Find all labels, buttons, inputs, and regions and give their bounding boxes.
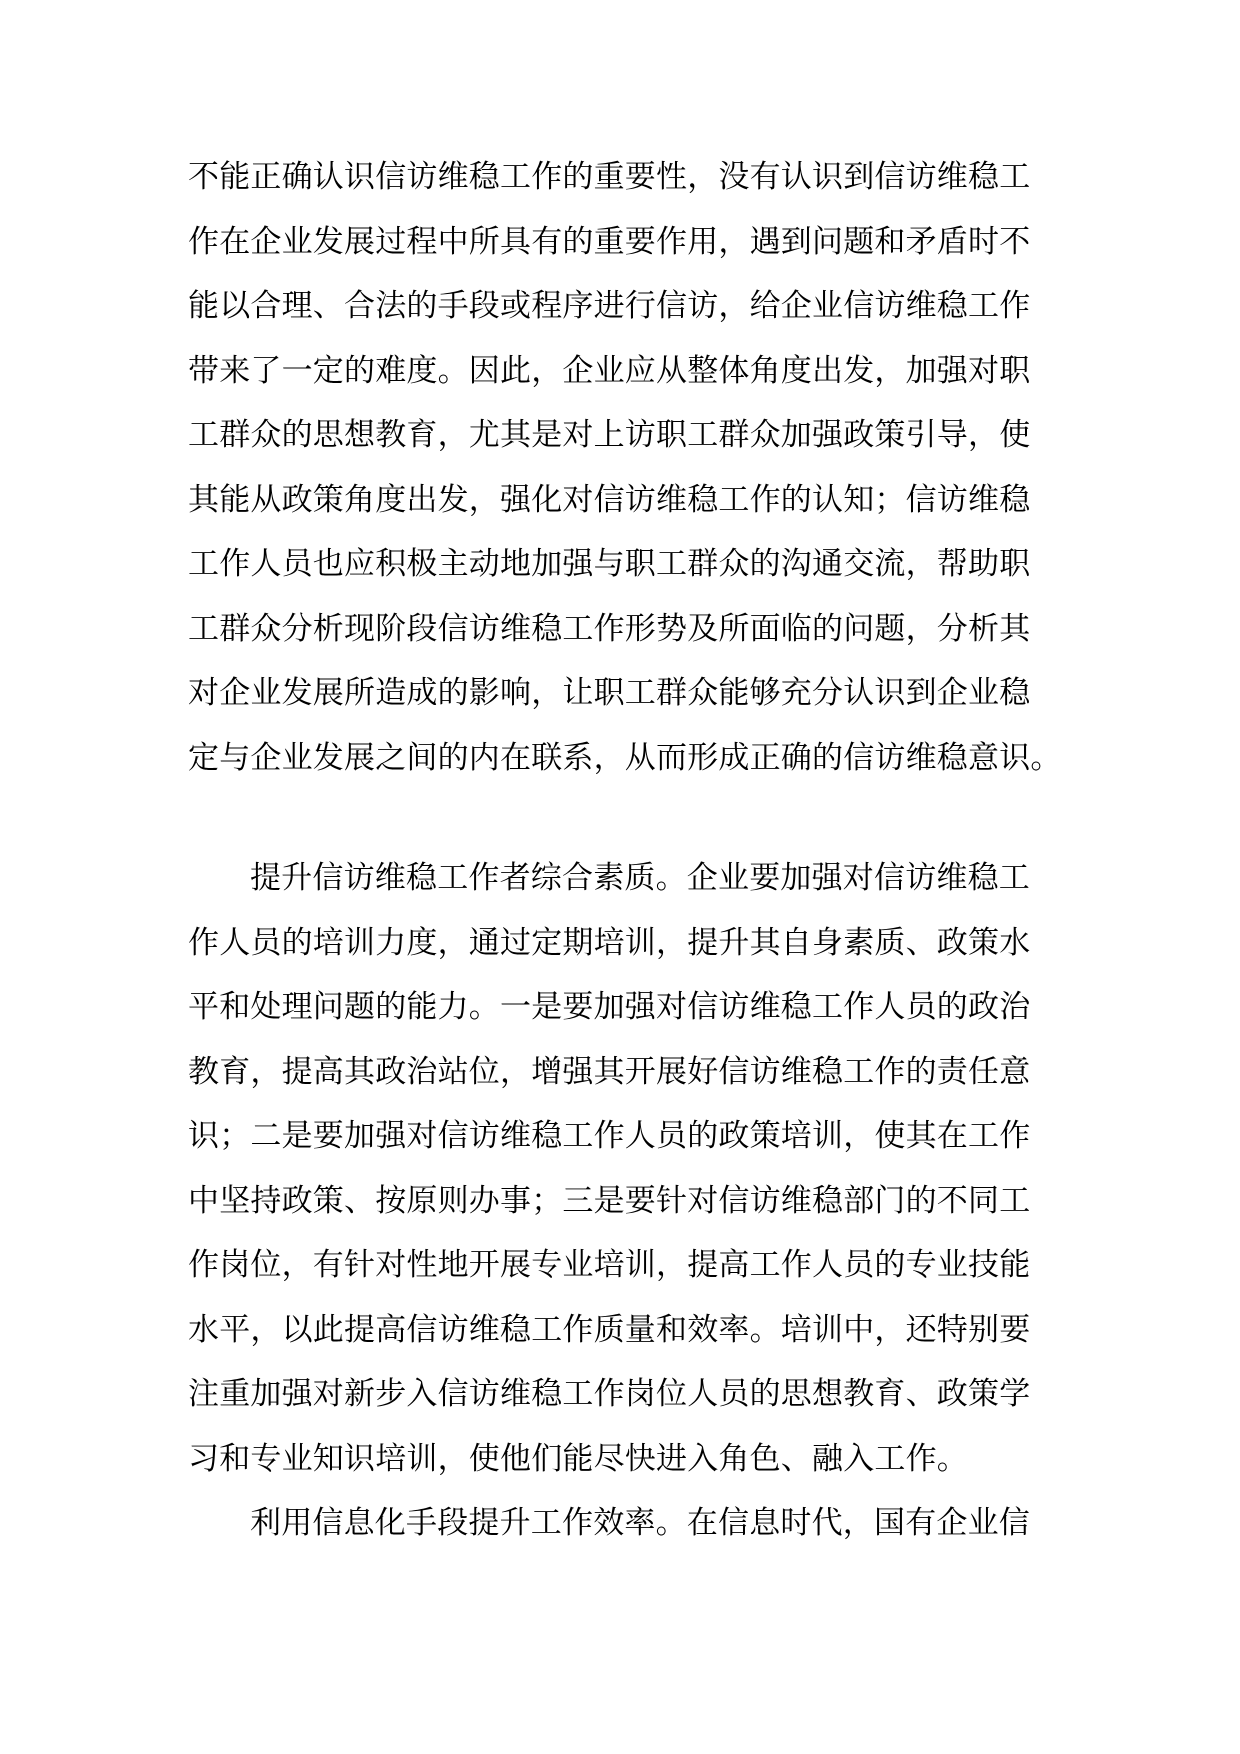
paragraph-2-line-1: 提升信访维稳工作者综合素质。企业要加强对信访维稳工 xyxy=(250,860,1030,896)
paragraph-2-line-10: 习和专业知识培训，使他们能尽快进入角色、融入工作。 xyxy=(188,1440,968,1477)
paragraph-2-line-9: 注重加强对新步入信访维稳工作岗位人员的思想教育、政策学 xyxy=(188,1376,1031,1412)
paragraph-1-line-3: 能以合理、合法的手段或程序进行信访，给企业信访维稳工作 xyxy=(188,288,1031,324)
paragraph-1-line-9: 对企业发展所造成的影响，让职工群众能够充分认识到企业稳 xyxy=(188,675,1031,711)
paragraph-1-line-5: 工群众的思想教育，尤其是对上访职工群众加强政策引导，使 xyxy=(188,417,1031,453)
paragraph-1-line-7: 工作人员也应积极主动地加强与职工群众的沟通交流，帮助职 xyxy=(188,546,1031,582)
paragraph-1-line-1: 不能正确认识信访维稳工作的重要性，没有认识到信访维稳工 xyxy=(188,159,1031,195)
paragraph-2 xyxy=(188,846,1068,1491)
paragraph-2-line-8: 水平，以此提高信访维稳工作质量和效率。培训中，还特别要 xyxy=(188,1311,1031,1348)
paragraph-2-line-5: 识；二是要加强对信访维稳工作人员的政策培训，使其在工作 xyxy=(188,1118,1031,1154)
paragraph-1-line-2: 作在企业发展过程中所具有的重要作用，遇到问题和矛盾时不 xyxy=(188,223,1031,260)
paragraph-2-line-2: 作人员的培训力度，通过定期培训，提升其自身素质、政策水 xyxy=(188,924,1031,961)
paragraph-2-line-6: 中坚持政策、按原则办事；三是要针对信访维稳部门的不同工 xyxy=(188,1182,1031,1219)
paragraph-2-line-3: 平和处理问题的能力。一是要加强对信访维稳工作人员的政治 xyxy=(188,989,1031,1025)
paragraph-1-line-10: 定与企业发展之间的内在联系，从而形成正确的信访维稳意识。 xyxy=(188,739,1062,776)
paragraph-1-line-4: 带来了一定的难度。因此，企业应从整体角度出发，加强对职 xyxy=(188,352,1031,389)
paragraph-3-line-1: 利用信息化手段提升工作效率。在信息时代，国有企业信 xyxy=(250,1505,1030,1541)
paragraph-3 xyxy=(188,1491,1068,1556)
paragraph-2-line-4: 教育，提高其政治站位，增强其开展好信访维稳工作的责任意 xyxy=(188,1053,1031,1090)
paragraph-1-line-8: 工群众分析现阶段信访维稳工作形势及所面临的问题，分析其 xyxy=(188,610,1031,647)
paragraph-1-line-6: 其能从政策角度出发，强化对信访维稳工作的认知；信访维稳 xyxy=(188,481,1031,518)
paragraph-2-line-7: 作岗位，有针对性地开展专业培训，提高工作人员的专业技能 xyxy=(188,1247,1031,1283)
paragraph-1 xyxy=(188,145,1068,790)
